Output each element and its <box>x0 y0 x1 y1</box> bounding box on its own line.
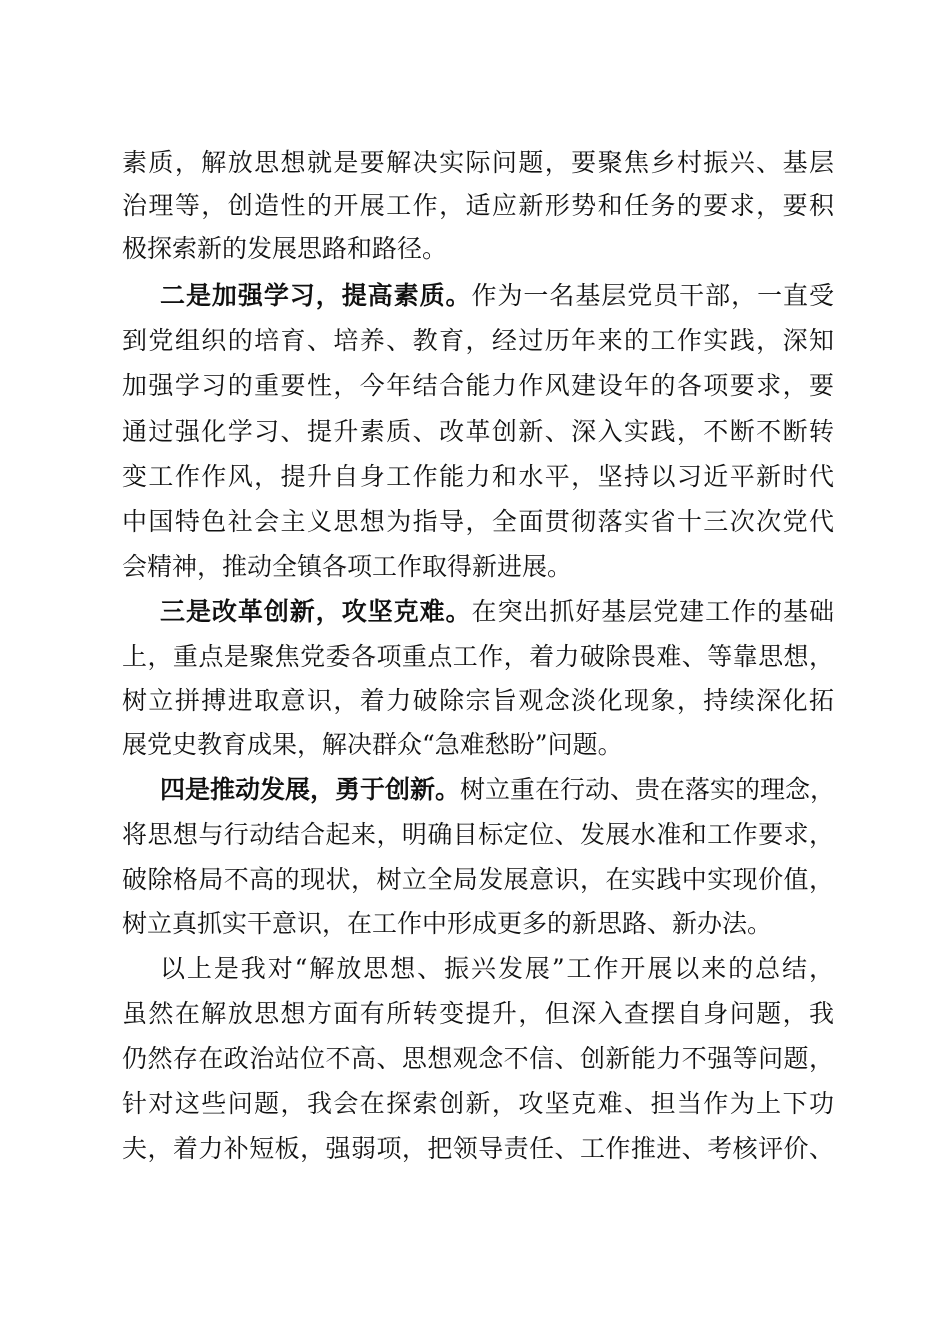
text-line: 变工作作风，提升自身工作能力和水平，坚持以习近平新时代 <box>122 462 834 491</box>
text-line: 树立拼搏进取意识，着力破除宗旨观念淡化现象，持续深化拓 <box>122 686 834 715</box>
text-line: 加强学习的重要性，今年结合能力作风建设年的各项要求，要 <box>122 371 834 400</box>
text-line: 树立真抓实干意识，在工作中形成更多的新思路、新办法。 <box>122 909 773 938</box>
text-line: 极探索新的发展思路和路径。 <box>122 234 448 263</box>
text-line: 中国特色社会主义思想为指导，全面贯彻落实省十三次次党代 <box>122 507 834 536</box>
text-span: 作为一名基层党员干部，一直受 <box>471 281 834 310</box>
paragraph-heading: 三是改革创新，攻坚克难。 <box>160 597 472 626</box>
text-line: 到党组织的培育、培养、教育，经过历年来的工作实践，深知 <box>122 326 834 355</box>
text-line: 以上是我对“解放思想、振兴发展”工作开展以来的总结， <box>160 954 834 983</box>
text-line: 破除格局不高的现状，树立全局发展意识，在实践中实现价值， <box>122 865 834 894</box>
paragraph-heading: 二是加强学习，提高素质。 <box>160 281 472 310</box>
paragraph-first-line <box>160 276 834 316</box>
text-line: 夫，着力补短板，强弱项，把领导责任、工作推进、考核评价、 <box>122 1134 834 1163</box>
text-span: 在突出抓好基层党建工作的基础 <box>471 597 834 626</box>
text-line: 上，重点是聚焦党委各项重点工作，着力破除畏难、等靠思想， <box>122 642 834 671</box>
text-line: 素质，解放思想就是要解决实际问题，要聚焦乡村振兴、基层 <box>122 148 834 177</box>
text-line: 会精神，推动全镇各项工作取得新进展。 <box>122 552 573 581</box>
text-span: 树立重在行动、贵在落实的理念， <box>460 775 836 804</box>
paragraph-first-line <box>160 770 834 810</box>
text-line: 展党史教育成果，解决群众“急难愁盼”问题。 <box>122 730 623 759</box>
text-line: 仍然存在政治站位不高、思想观念不信、创新能力不强等问题， <box>122 1044 834 1073</box>
text-line: 通过强化学习、提升素质、改革创新、深入实践，不断不断转 <box>122 417 834 446</box>
text-line: 将思想与行动结合起来，明确目标定位、发展水准和工作要求， <box>122 820 834 849</box>
text-line: 虽然在解放思想方面有所转变提升，但深入查摆自身问题，我 <box>122 999 834 1028</box>
paragraph-heading: 四是推动发展，勇于创新。 <box>160 775 461 804</box>
text-line: 针对这些问题，我会在探索创新，攻坚克难、担当作为上下功 <box>122 1089 834 1118</box>
paragraph-first-line <box>160 592 834 632</box>
text-line: 治理等，创造性的开展工作，适应新形势和任务的要求，要积 <box>122 191 834 220</box>
